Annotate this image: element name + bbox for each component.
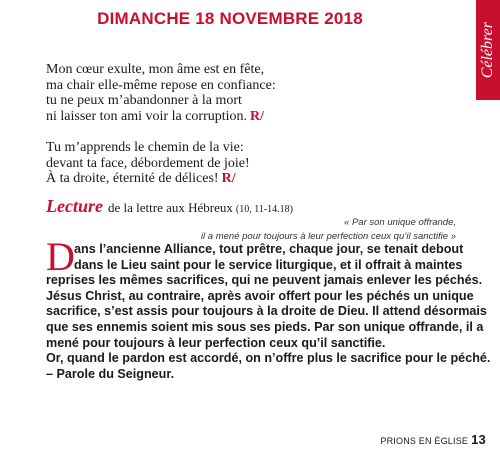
reading-line: dans le Lieu saint pour le service liturgique, et il offrait à maintes xyxy=(74,257,463,272)
psalm-line xyxy=(46,171,446,187)
psalm-line: ma chair elle-même repose en confiance: xyxy=(46,77,276,93)
section-tab xyxy=(476,0,500,100)
reading-line: – Parole du Seigneur. xyxy=(46,366,175,381)
drop-cap: D xyxy=(46,234,75,279)
page-number: 13 xyxy=(471,432,486,447)
response-mark: R/ xyxy=(221,171,236,186)
reading-text xyxy=(46,242,491,382)
psalm-stanza-2 xyxy=(46,140,446,187)
reading-line: Jésus Christ, au contraire, après avoir offert pour les péchés un unique xyxy=(46,288,474,303)
reading-line: reprises les mêmes sacrifices, qui ne peuvent jamais enlever les péchés. xyxy=(46,273,483,288)
page-title: DIMANCHE 18 NOVEMBRE 2018 xyxy=(97,9,363,28)
psalm-line: Tu m’apprends le chemin de la vie: xyxy=(46,140,244,155)
psalm-line xyxy=(46,109,446,125)
psalm-line: devant ta face, débordement de joie! xyxy=(46,155,250,171)
publication-name: PRIONS EN ÉGLISE xyxy=(380,436,469,446)
reading-line: sacrifice, s’est assis pour toujours à la droite de Dieu. Il attend désormais xyxy=(46,304,487,319)
reading-line: mené pour toujours à leur perfection ceux qu’il sanctifie. xyxy=(46,335,386,350)
lecture-heading xyxy=(46,196,456,217)
reading-line: Or, quand le pardon est accordé, on n’offre plus le sacrifice pour le péché. xyxy=(46,351,491,366)
page-footer xyxy=(380,432,486,447)
psalm-line-text: ni laisser ton ami voir la corruption. xyxy=(46,108,248,124)
lecture-source: de la lettre aux Hébreux xyxy=(107,200,233,215)
section-tab-label: Célébrer xyxy=(479,21,496,79)
lecture-reference: (10, 11-14.18) xyxy=(235,204,293,215)
psalm-line: tu ne peux m’abandonner à la mort xyxy=(46,93,242,108)
psalm-stanza-1 xyxy=(46,62,446,124)
psalm-line-text: À ta droite, éternité de délices! xyxy=(46,171,219,186)
lecture-title: Lecture xyxy=(46,196,103,216)
lecture-quote-line-1: « Par son unique offrande, xyxy=(344,217,456,228)
psalm-line: Mon cœur exulte, mon âme est en fête, xyxy=(46,62,265,77)
reading-line: que ses ennemis soient mis sous ses pieds. Par son unique offrande, il a xyxy=(46,319,484,334)
response-mark: R/ xyxy=(250,108,265,124)
lecture-quote-line-2: il a mené pour toujours à leur perfection ceux qu’il sanctifie » xyxy=(200,231,456,242)
reading-line: ans l’ancienne Alliance, tout prêtre, chaque jour, se tenait debout xyxy=(74,242,464,256)
